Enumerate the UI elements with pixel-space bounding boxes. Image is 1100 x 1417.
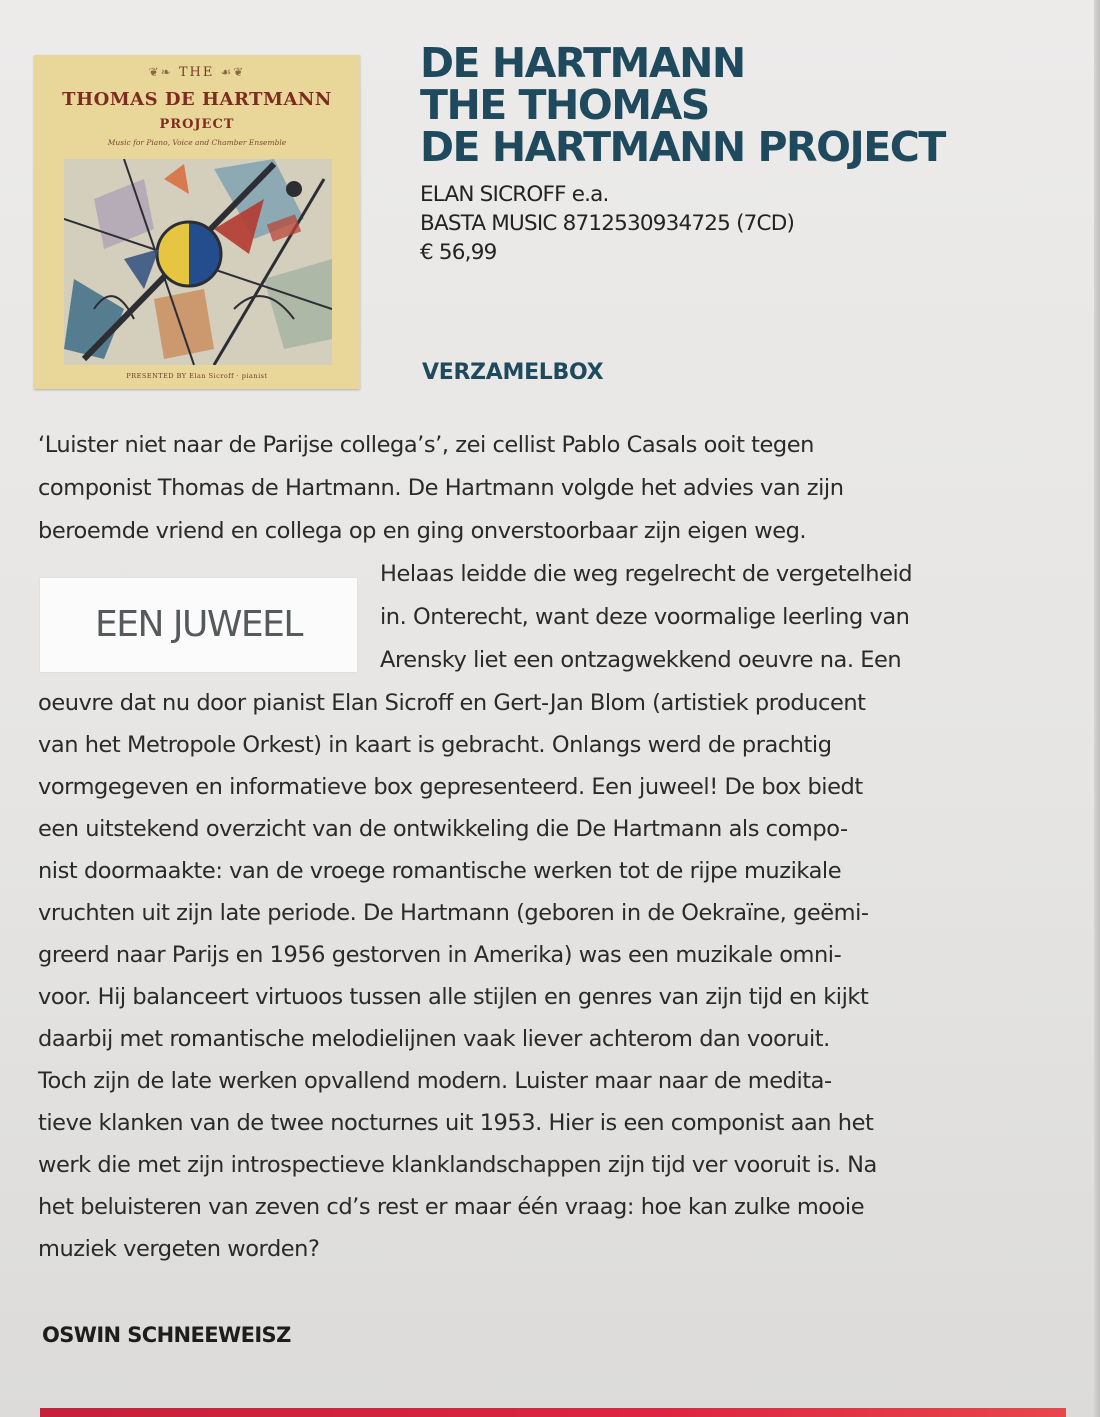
body-line: tieve klanken van de twee nocturnes uit 1953. Hier is een componist aan het xyxy=(38,1110,874,1136)
body-line: in. Onterecht, want deze voormalige leerling van xyxy=(380,604,910,630)
body-line: oeuvre dat nu door pianist Elan Sicroff en Gert-Jan Blom (artistiek producent xyxy=(38,690,866,716)
body-line: van het Metropole Orkest) in kaart is gebracht. Onlangs werd de prachtig xyxy=(38,732,832,758)
record-label: BASTA MUSIC 8712530934725 (7CD) xyxy=(420,211,795,236)
ornament-left-icon: ❦❧ xyxy=(148,65,173,79)
review-heading xyxy=(420,39,945,171)
body-line: voor. Hij balanceert virtuoos tussen alle stijlen en genres van zijn tijd en kijkt xyxy=(38,984,869,1010)
body-line: Toch zijn de late werken opvallend modern. Luister maar naar de medita- xyxy=(38,1068,832,1094)
pull-quote-box xyxy=(40,578,357,672)
accent-bar xyxy=(40,1408,1066,1417)
performer: ELAN SICROFF e.a. xyxy=(420,182,609,207)
ornament-right-icon: ☙❦ xyxy=(220,65,246,79)
heading-line-3: DE HARTMANN PROJECT xyxy=(420,123,945,171)
cover-title: THOMAS DE HARTMANN xyxy=(62,89,332,110)
body-line: een uitstekend overzicht van de ontwikkeling die De Hartmann als compo- xyxy=(38,816,848,842)
body-line: vruchten uit zijn late periode. De Hartmann (geboren in de Oekraïne, geëmi- xyxy=(38,900,869,926)
body-line: vormgegeven en informatieve box gepresenteerd. Een juweel! De box biedt xyxy=(38,774,863,800)
release-meta xyxy=(420,180,794,267)
heading-line-2: THE THOMAS xyxy=(420,81,709,129)
cover-tagline: Music for Piano, Voice and Chamber Ensemble xyxy=(107,138,287,147)
cover-footer: PRESENTED BY Elan Sicroff · pianist xyxy=(126,372,268,380)
author-name: OSWIN SCHNEEWEISZ xyxy=(42,1323,291,1347)
body-line: nist doormaakte: van de vroege romantische werken tot de rijpe muzikale xyxy=(38,858,842,884)
body-line: ‘Luister niet naar de Parijse collega’s’, zei cellist Pablo Casals ooit tegen xyxy=(38,432,814,458)
body-line: het beluisteren van zeven cd’s rest er maar één vraag: hoe kan zulke mooie xyxy=(38,1194,865,1220)
category-label: VERZAMELBOX xyxy=(422,360,604,385)
price: € 56,99 xyxy=(420,240,497,265)
body-line: componist Thomas de Hartmann. De Hartmann volgde het advies van zijn xyxy=(38,475,844,501)
cover-the: THE xyxy=(178,65,215,80)
cover-project: PROJECT xyxy=(159,117,235,132)
body-line: muziek vergeten worden? xyxy=(38,1236,320,1262)
body-line: Arensky liet een ontzagwekkend oeuvre na. Een xyxy=(380,647,902,673)
body-line: Helaas leidde die weg regelrecht de vergetelheid xyxy=(380,561,913,587)
body-line: greerd naar Parijs en 1956 gestorven in Amerika) was een muzikale omni- xyxy=(38,942,842,968)
heading-line-1: DE HARTMANN xyxy=(420,39,745,87)
body-line: werk die met zijn introspectieve klanklandschappen zijn tijd ver vooruit is. Na xyxy=(38,1152,877,1178)
body-line: beroemde vriend en collega op en ging onverstoorbaar zijn eigen weg. xyxy=(38,518,807,544)
page-edge-shadow xyxy=(1094,0,1100,1417)
album-cover xyxy=(34,55,360,389)
cover-artwork xyxy=(64,159,332,365)
cover-header xyxy=(34,65,360,80)
body-line: daarbij met romantische melodielijnen vaak liever achterom dan vooruit. xyxy=(38,1026,830,1052)
pull-quote: EEN JUWEEL xyxy=(95,604,302,645)
